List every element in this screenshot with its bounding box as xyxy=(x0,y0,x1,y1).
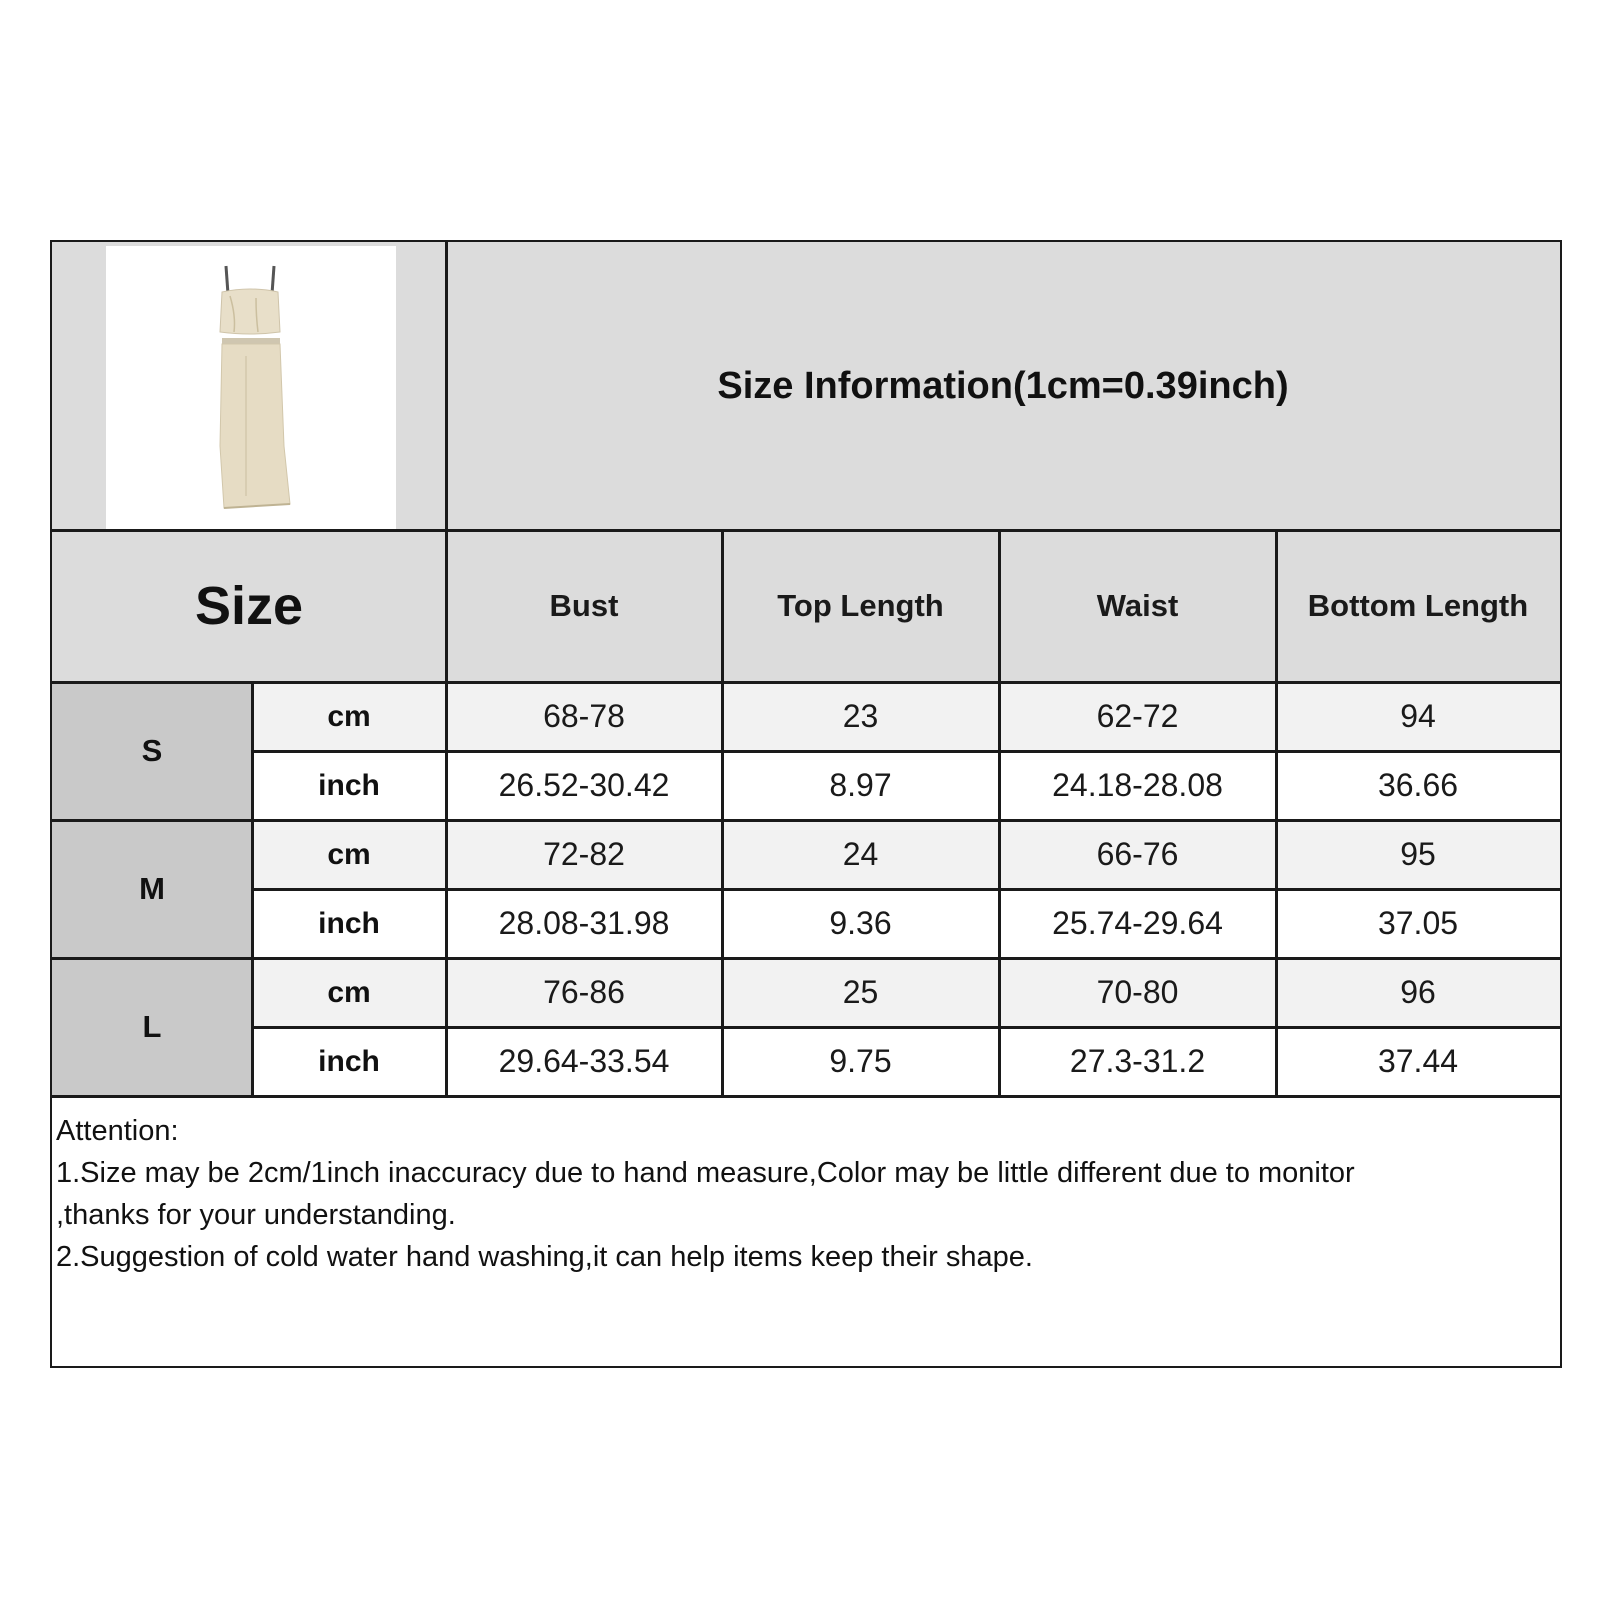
product-image-cell xyxy=(52,242,446,530)
outfit-illustration xyxy=(106,246,396,532)
grid-line xyxy=(252,1026,1560,1029)
notes-heading: Attention: xyxy=(56,1115,179,1147)
value-cell xyxy=(722,958,999,1027)
col-head-label: Bust xyxy=(549,588,619,623)
col-head-label: Top Length xyxy=(777,588,944,623)
col-head-bust xyxy=(446,530,722,682)
size-label: L xyxy=(142,1009,162,1044)
value-cell xyxy=(999,820,1276,889)
grid-line xyxy=(252,750,1560,753)
size-label: M xyxy=(139,871,165,906)
value: 29.64-33.54 xyxy=(498,1043,670,1079)
size-label-cell xyxy=(52,958,252,1096)
value: 36.66 xyxy=(1377,767,1459,803)
grid-line xyxy=(1275,530,1278,1096)
unit-cell xyxy=(252,889,446,958)
grid-line xyxy=(52,957,1560,960)
value-cell xyxy=(722,1027,999,1096)
notes-line: 1.Size may be 2cm/1inch inaccuracy due to hand measure,Color may be little different due to monitor xyxy=(56,1157,1355,1189)
unit-label: inch xyxy=(318,1044,380,1078)
notes-line: 2.Suggestion of cold water hand washing,it can help items keep their shape. xyxy=(56,1241,1033,1273)
value: 68-78 xyxy=(543,698,625,734)
size-label-cell xyxy=(52,820,252,958)
unit-cell xyxy=(252,751,446,820)
value: 94 xyxy=(1400,698,1436,734)
value-cell xyxy=(446,682,722,751)
value-cell xyxy=(999,958,1276,1027)
value-cell xyxy=(446,820,722,889)
unit-label: cm xyxy=(327,837,371,871)
unit-label: inch xyxy=(318,768,380,802)
unit-cell xyxy=(252,682,446,751)
value-cell xyxy=(999,1027,1276,1096)
value-cell xyxy=(1276,682,1560,751)
value: 9.36 xyxy=(829,905,892,941)
value: 9.75 xyxy=(829,1043,892,1079)
col-head-waist xyxy=(999,530,1276,682)
value-cell xyxy=(446,751,722,820)
col-head-label: Waist xyxy=(1096,588,1179,623)
value-cell xyxy=(446,958,722,1027)
size-heading: Size xyxy=(194,576,304,636)
value: 8.97 xyxy=(829,767,892,803)
value: 26.52-30.42 xyxy=(498,767,670,803)
value-cell xyxy=(1276,820,1560,889)
grid-line xyxy=(445,242,448,1096)
grid-line xyxy=(52,529,1560,532)
value: 25.74-29.64 xyxy=(1052,905,1223,941)
value: 28.08-31.98 xyxy=(498,905,670,941)
value-cell xyxy=(446,889,722,958)
size-heading-cell xyxy=(52,530,446,682)
value-cell xyxy=(999,751,1276,820)
unit-cell xyxy=(252,820,446,889)
value: 62-72 xyxy=(1096,698,1179,734)
col-head-label: Bottom Length xyxy=(1307,588,1529,623)
size-label: S xyxy=(141,733,163,768)
value: 76-86 xyxy=(543,974,625,1010)
size-chart xyxy=(50,240,1562,1368)
grid-line xyxy=(251,682,254,1096)
value: 37.05 xyxy=(1377,905,1459,941)
col-head-top-length xyxy=(722,530,999,682)
col-head-bottom-length xyxy=(1276,530,1560,682)
value-cell xyxy=(1276,1027,1560,1096)
value-cell xyxy=(722,889,999,958)
size-label-cell xyxy=(52,682,252,820)
value: 24 xyxy=(842,836,879,872)
value: 66-76 xyxy=(1096,836,1179,872)
unit-cell xyxy=(252,958,446,1027)
value-cell xyxy=(722,820,999,889)
grid-line xyxy=(52,819,1560,822)
value: 96 xyxy=(1400,974,1436,1010)
value-cell xyxy=(999,889,1276,958)
value: 23 xyxy=(842,698,879,734)
grid-line xyxy=(52,1095,1560,1098)
value-cell xyxy=(1276,889,1560,958)
grid-line xyxy=(52,681,1560,684)
title-cell xyxy=(446,242,1560,530)
value-cell xyxy=(1276,751,1560,820)
value: 70-80 xyxy=(1096,974,1179,1010)
notes-line: ,thanks for your understanding. xyxy=(56,1199,456,1231)
value: 25 xyxy=(842,974,879,1010)
value-cell xyxy=(446,1027,722,1096)
value-cell xyxy=(722,682,999,751)
grid-line xyxy=(721,530,724,1096)
page-title: Size Information(1cm=0.39inch) xyxy=(717,364,1289,407)
unit-label: inch xyxy=(318,906,380,940)
attention-notes xyxy=(56,1110,1546,1278)
product-photo xyxy=(106,246,396,532)
unit-cell xyxy=(252,1027,446,1096)
unit-label: cm xyxy=(327,975,371,1009)
grid-line xyxy=(252,888,1560,891)
value: 72-82 xyxy=(543,836,625,872)
grid-line xyxy=(998,530,1001,1096)
value: 24.18-28.08 xyxy=(1052,767,1223,803)
unit-label: cm xyxy=(327,699,371,733)
value: 37.44 xyxy=(1377,1043,1459,1079)
value: 95 xyxy=(1400,836,1436,872)
value-cell xyxy=(722,751,999,820)
value: 27.3-31.2 xyxy=(1069,1043,1206,1079)
value-cell xyxy=(999,682,1276,751)
value-cell xyxy=(1276,958,1560,1027)
